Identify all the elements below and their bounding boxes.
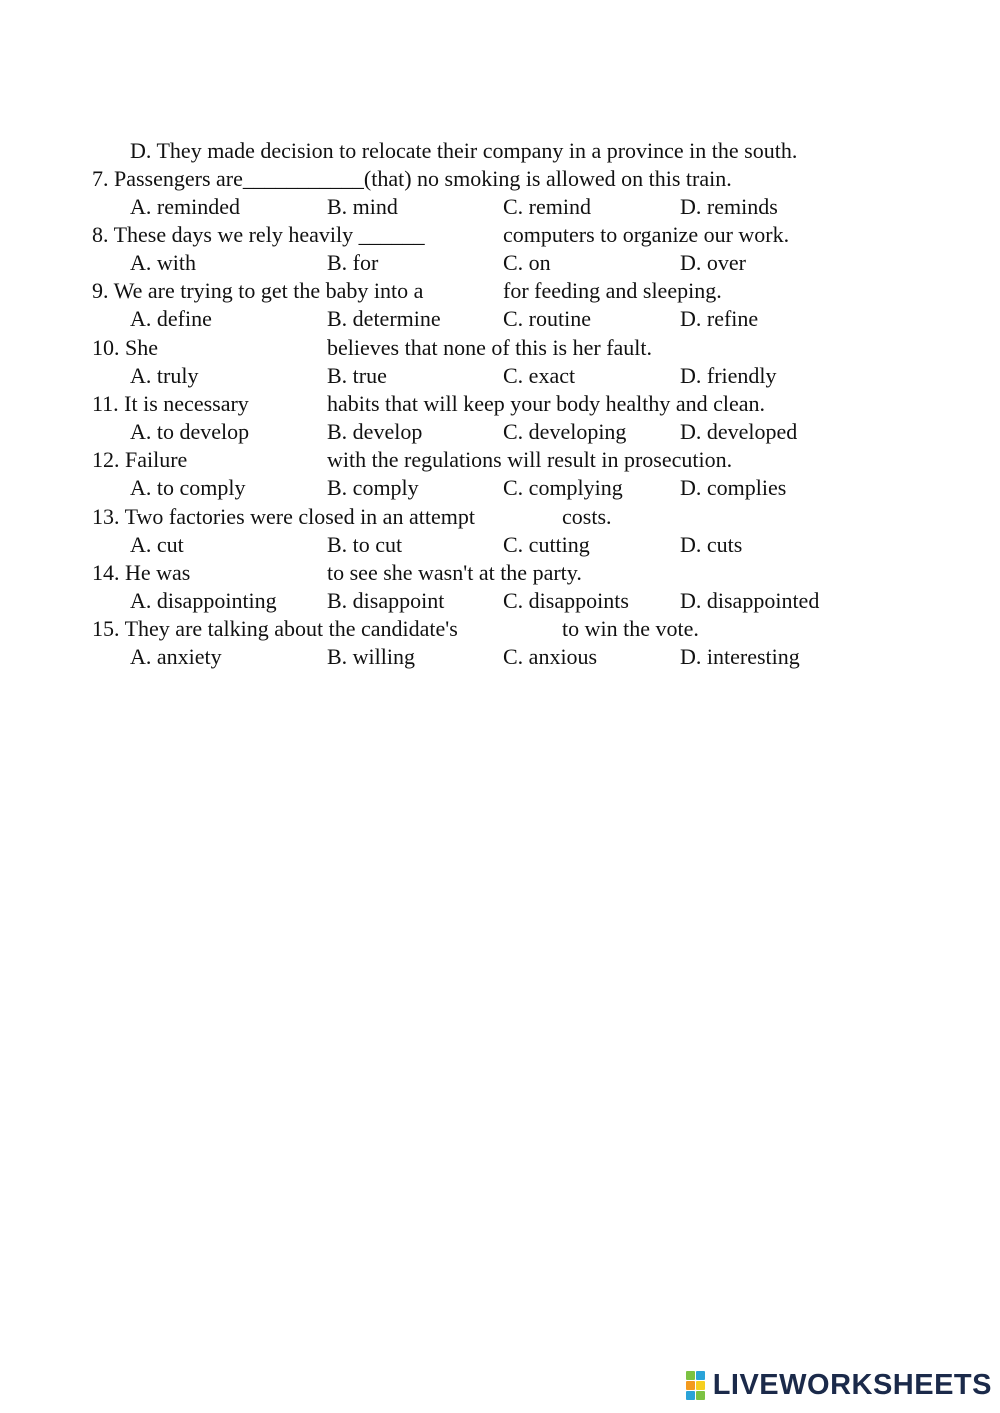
option-c[interactable]: C. disappoints [503, 588, 629, 613]
option-c[interactable]: C. cutting [503, 532, 590, 557]
option-a[interactable]: A. truly [130, 363, 199, 388]
option-b[interactable]: B. develop [327, 419, 423, 444]
question-15-text-end: to win the vote. [562, 616, 699, 641]
question-13-stem [0, 503, 1000, 531]
question-8-text-end: computers to organize our work. [503, 222, 790, 247]
question-13-text-end: costs. [562, 504, 612, 529]
question-15-text-start: 15. They are talking about the candidate's [92, 616, 458, 641]
option-d[interactable]: D. friendly [680, 363, 777, 388]
question-9-text-start: 9. We are trying to get the baby into a [92, 278, 424, 303]
option-a[interactable]: A. to develop [130, 419, 250, 444]
question-11-stem [0, 390, 1000, 418]
question-10-text-end: believes that none of this is her fault. [327, 335, 653, 360]
mark-square-green-2 [696, 1391, 705, 1400]
option-d[interactable]: D. refine [680, 306, 759, 331]
question-12-text-end: with the regulations will result in prosecution. [327, 447, 733, 472]
mark-square-yellow [696, 1381, 705, 1390]
option-d[interactable]: D. developed [680, 419, 798, 444]
question-10-text-start: 10. She [92, 335, 158, 360]
option-a[interactable]: A. anxiety [130, 644, 222, 669]
option-b[interactable]: B. true [327, 363, 387, 388]
option-c[interactable]: C. anxious [503, 644, 598, 669]
question-11-text-end: habits that will keep your body healthy and clean. [327, 391, 766, 416]
option-a[interactable]: A. cut [130, 532, 184, 557]
mark-square-green [686, 1371, 695, 1380]
question-13-text-start: 13. Two factories were closed in an attempt [92, 504, 475, 529]
question-7-stem [0, 165, 1000, 193]
question-14-text-end: to see she wasn't at the party. [327, 560, 582, 585]
option-c[interactable]: C. exact [503, 363, 576, 388]
question-10-options [0, 362, 1000, 390]
option-c[interactable]: C. remind [503, 194, 591, 219]
option-c[interactable]: C. on [503, 250, 551, 275]
question-10-stem [0, 334, 1000, 362]
question-11-text-start: 11. It is necessary [92, 391, 249, 416]
logo-text: LIVEWORKSHEETS [712, 1369, 992, 1401]
question-14-stem [0, 559, 1000, 587]
liveworksheets-logo [692, 1365, 992, 1405]
option-a[interactable]: A. define [130, 306, 212, 331]
option-d[interactable]: D. cuts [680, 532, 743, 557]
question-12-text-start: 12. Failure [92, 447, 188, 472]
liveworksheets-mark-icon [686, 1371, 716, 1401]
option-d[interactable]: D. interesting [680, 644, 800, 669]
option-d[interactable]: D. reminds [680, 194, 778, 219]
option-b[interactable]: B. for [327, 250, 379, 275]
option-c[interactable]: C. complying [503, 475, 623, 500]
option-d[interactable]: D. over [680, 250, 746, 275]
question-9-stem [0, 277, 1000, 305]
question-7-text: 7. Passengers are___________(that) no smoking is allowed on this train. [92, 166, 732, 191]
option-a[interactable]: A. reminded [130, 194, 240, 219]
question-14-text-start: 14. He was [92, 560, 191, 585]
question-14-options [0, 587, 1000, 615]
option-b[interactable]: B. mind [327, 194, 398, 219]
option-a[interactable]: A. with [130, 250, 196, 275]
question-8-options [0, 249, 1000, 277]
question-9-options [0, 305, 1000, 333]
question-8-stem [0, 221, 1000, 249]
question-15-stem [0, 615, 1000, 643]
option-b[interactable]: B. to cut [327, 532, 403, 557]
option-b[interactable]: B. disappoint [327, 588, 445, 613]
mark-square-orange [686, 1381, 695, 1390]
question-13-options [0, 531, 1000, 559]
prev-option-line [0, 137, 1000, 165]
question-12-options [0, 474, 1000, 502]
question-9-text-end: for feeding and sleeping. [503, 278, 722, 303]
option-a[interactable]: A. to comply [130, 475, 246, 500]
option-d[interactable]: D. complies [680, 475, 787, 500]
question-8-text-start: 8. These days we rely heavily ______ [92, 222, 425, 247]
option-d[interactable]: D. disappointed [680, 588, 820, 613]
question-11-options [0, 418, 1000, 446]
question-7-options [0, 193, 1000, 221]
option-c[interactable]: C. routine [503, 306, 591, 331]
option-a[interactable]: A. disappointing [130, 588, 277, 613]
option-b[interactable]: B. comply [327, 475, 419, 500]
option-b[interactable]: B. determine [327, 306, 441, 331]
question-12-stem [0, 446, 1000, 474]
option-b[interactable]: B. willing [327, 644, 416, 669]
mark-square-blue-2 [686, 1391, 695, 1400]
question-15-options [0, 643, 1000, 671]
prev-option-d: D. They made decision to relocate their company in a province in the south. [130, 138, 798, 163]
option-c[interactable]: C. developing [503, 419, 627, 444]
mark-square-blue [696, 1371, 705, 1380]
